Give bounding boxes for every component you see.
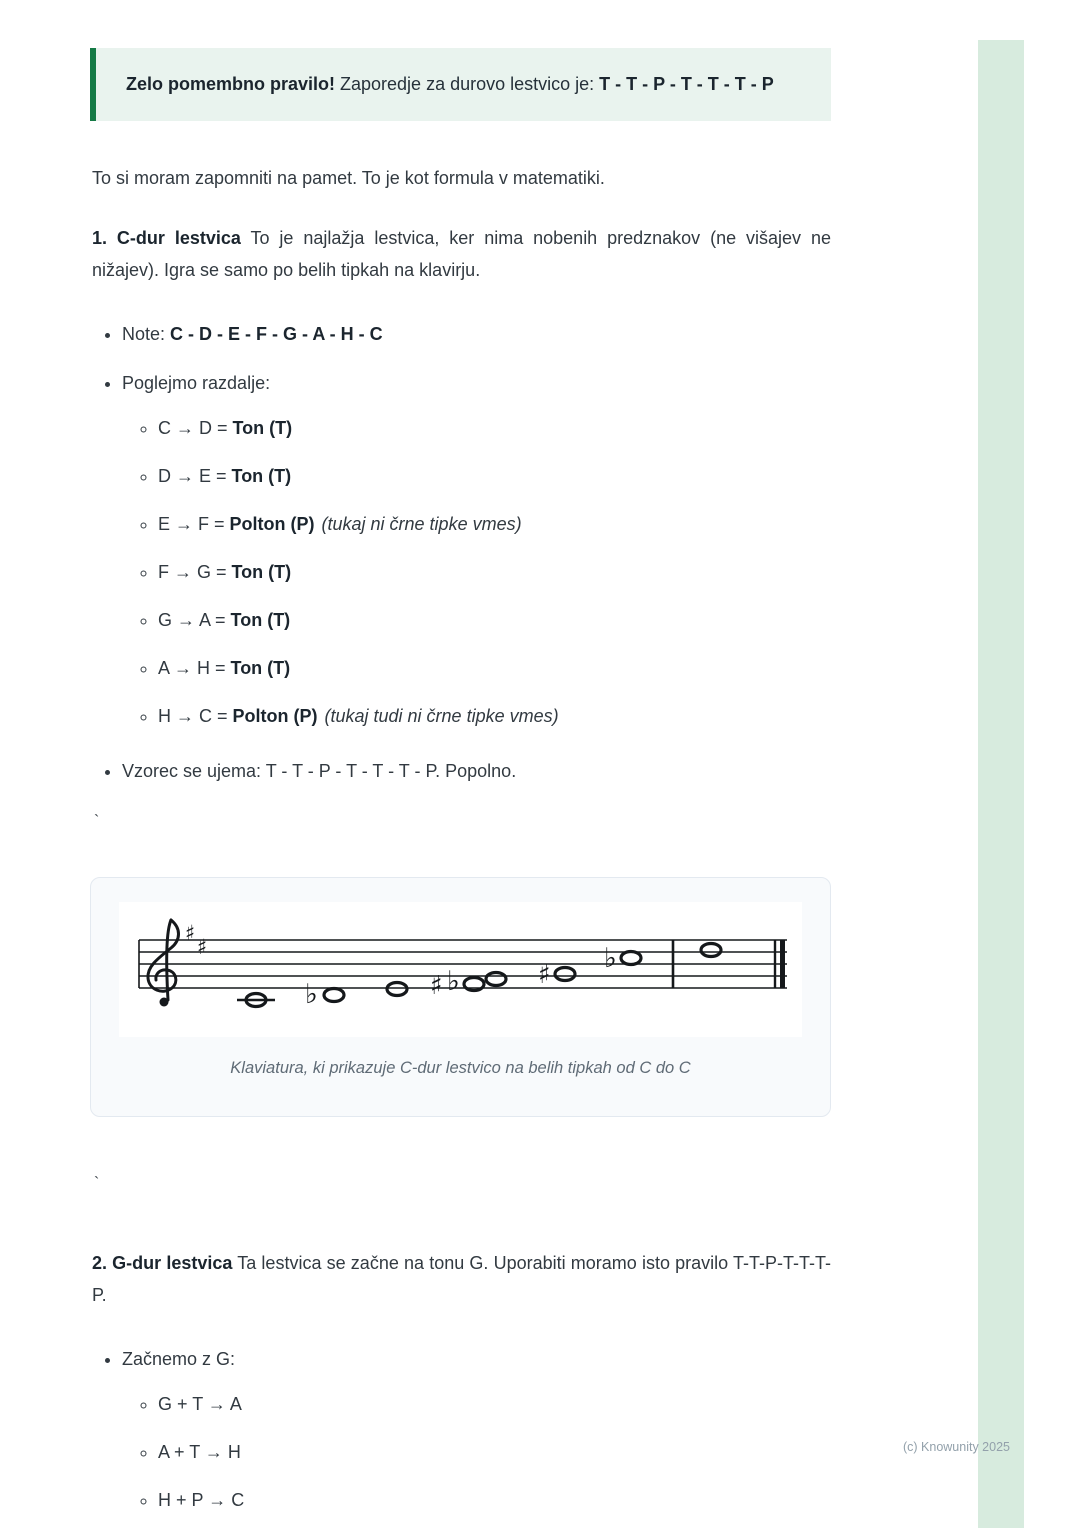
copyright-note: (c) Knowunity 2025 bbox=[902, 1440, 1010, 1454]
section1-body: To je najlažja lestvica, ker nima nobenih predznakov (ne višajev ne nižajev). Igra se samo po belih tipkah na klavirju. bbox=[92, 227, 831, 281]
callout-lead: Zelo pomembno pravilo! bbox=[126, 74, 336, 94]
staff-notation-image bbox=[125, 910, 805, 1022]
distances-label: Poglejmo razdalje: bbox=[122, 372, 271, 393]
stray-backtick: ` bbox=[94, 1174, 100, 1192]
distance-lhs: A → H = bbox=[158, 657, 231, 678]
distance-value: Polton (P) bbox=[229, 513, 315, 534]
document-content bbox=[90, 48, 831, 1536]
whole-note bbox=[486, 972, 506, 985]
whole-note bbox=[387, 982, 407, 995]
callout-text: Zaporedje za durovo lestvico je: bbox=[335, 74, 600, 94]
step-item: ◦ G + T → A bbox=[158, 1391, 831, 1418]
distance-item bbox=[158, 607, 831, 634]
distances-item bbox=[122, 370, 831, 730]
sharp-icon: ♯ bbox=[185, 920, 196, 945]
distance-item bbox=[158, 703, 831, 730]
sharp-icon: ♯ bbox=[538, 959, 551, 990]
flat-icon: ♭ bbox=[447, 965, 460, 997]
sharp-icon: ♯ bbox=[430, 970, 443, 1001]
section1-heading: 1. C-dur lestvica bbox=[92, 227, 241, 248]
distance-item bbox=[158, 415, 831, 442]
section1-list bbox=[90, 321, 831, 785]
note-sequence-item bbox=[122, 321, 831, 348]
distance-extra: (tukaj tudi ni črne tipke vmes) bbox=[324, 705, 559, 726]
distance-item bbox=[158, 559, 831, 586]
distance-lhs: C → D = bbox=[158, 417, 233, 438]
notation-figure-card bbox=[90, 877, 831, 1117]
distance-lhs: E → F = bbox=[158, 513, 230, 534]
step-item: ◦ A + T → H bbox=[158, 1439, 831, 1466]
whole-note bbox=[324, 988, 344, 1001]
whole-note bbox=[555, 967, 575, 980]
section2-heading: 2. G-dur lestvica bbox=[92, 1252, 233, 1273]
distance-item bbox=[158, 463, 831, 490]
figure-caption: Klaviatura, ki prikazuje C-dur lestvico na belih tipkah od C do C bbox=[230, 1058, 691, 1077]
stray-backtick: ` bbox=[94, 812, 100, 830]
steps-sublist bbox=[122, 1391, 831, 1514]
distance-value: Ton (T) bbox=[232, 417, 293, 438]
distance-item bbox=[158, 511, 831, 538]
page-edge-stripe bbox=[978, 40, 1024, 1528]
distance-lhs: F → G = bbox=[158, 561, 232, 582]
whole-note bbox=[621, 951, 641, 964]
important-rule-callout bbox=[90, 48, 831, 121]
section2-list bbox=[90, 1346, 831, 1514]
section2-paragraph bbox=[92, 1247, 831, 1312]
distance-value: Polton (P) bbox=[232, 705, 318, 726]
note-label: Note: bbox=[122, 323, 171, 344]
distance-value: Ton (T) bbox=[230, 609, 291, 630]
section1-paragraph bbox=[92, 222, 831, 287]
staff-image-area bbox=[119, 902, 802, 1037]
note-sequence: C - D - E - F - G - A - H - C bbox=[170, 323, 383, 344]
distance-value: Ton (T) bbox=[231, 465, 292, 486]
whole-note bbox=[701, 943, 721, 956]
flat-icon: ♭ bbox=[604, 942, 617, 974]
distances-sublist bbox=[122, 415, 831, 730]
distance-item bbox=[158, 655, 831, 682]
section2-body: Ta lestvica se začne na tonu G. Uporabiti moramo isto pravilo T-T-P-T-T-T-P. bbox=[92, 1252, 831, 1306]
memo-paragraph: To si moram zapomniti na pamet. To je kot formula v matematiki. bbox=[92, 167, 605, 188]
distance-lhs: H → C = bbox=[158, 705, 233, 726]
start-label: Začnemo z G: bbox=[122, 1348, 236, 1369]
distance-extra: (tukaj ni črne tipke vmes) bbox=[321, 513, 522, 534]
distance-lhs: G → A = bbox=[158, 609, 231, 630]
distance-value: Ton (T) bbox=[230, 657, 291, 678]
start-item bbox=[122, 1346, 831, 1514]
step-item: ◦ H + P → C bbox=[158, 1487, 831, 1514]
sharp-icon: ♯ bbox=[197, 934, 208, 959]
distance-value: Ton (T) bbox=[231, 561, 292, 582]
flat-icon: ♭ bbox=[305, 978, 318, 1010]
callout-sequence: T - T - P - T - T - T - P bbox=[599, 74, 774, 94]
distance-lhs: D → E = bbox=[158, 465, 232, 486]
pattern-item: • Vzorec se ujema: T - T - P - T - T - T - P. Popolno. bbox=[122, 758, 831, 785]
